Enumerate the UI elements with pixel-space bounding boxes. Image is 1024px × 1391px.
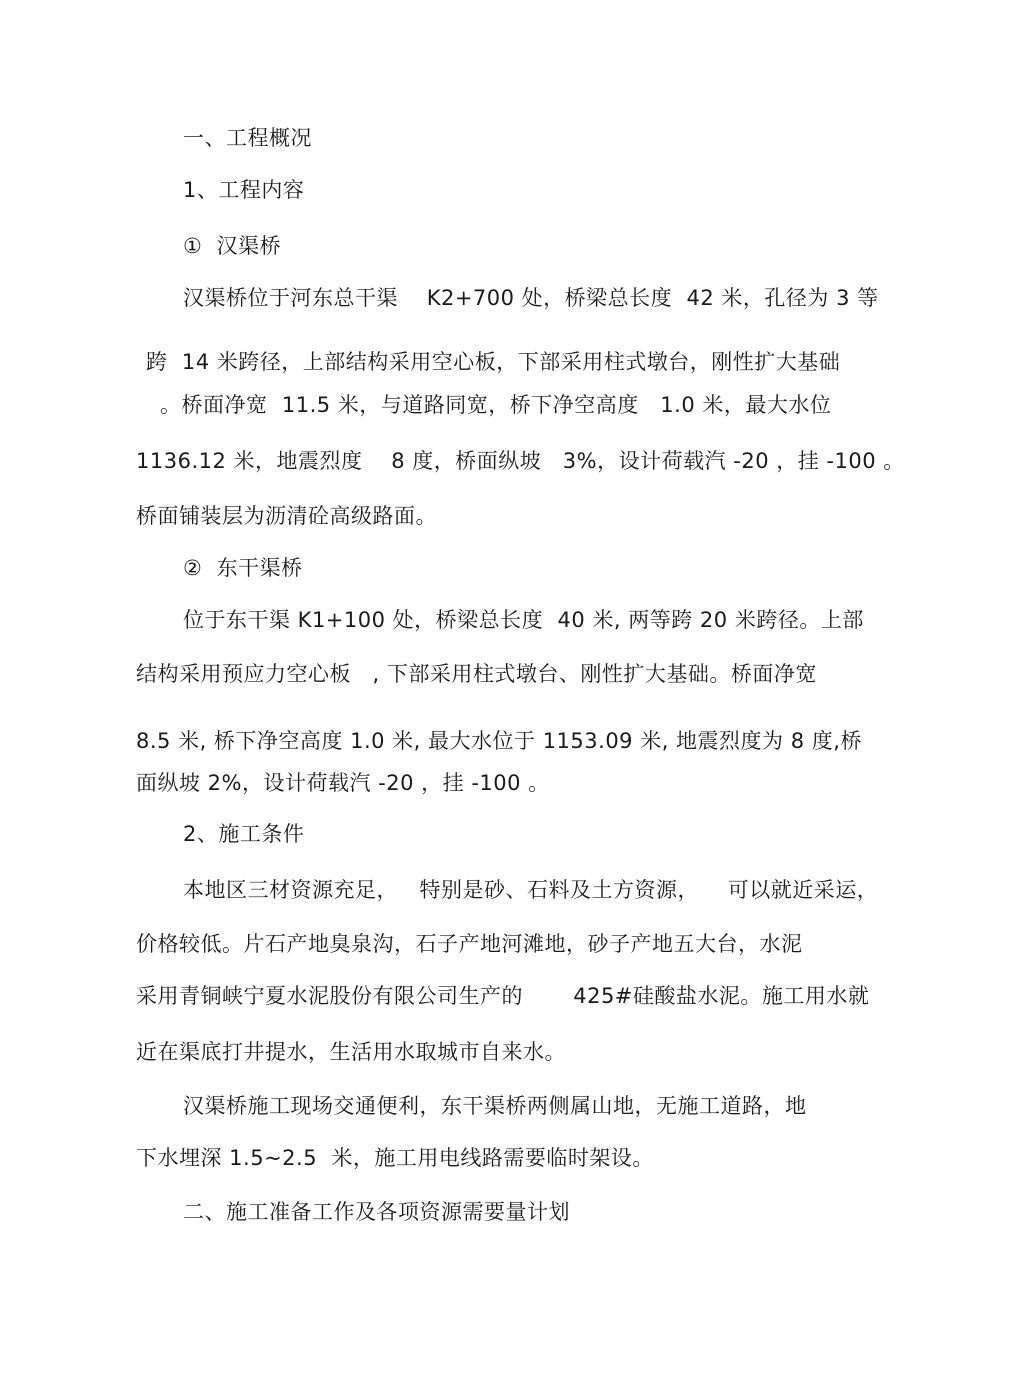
subsection-heading-1: 1、工程内容 <box>183 178 305 202</box>
paragraph-line: 桥面铺装层为沥清砼高级路面。 <box>136 504 437 528</box>
item-heading-donggan-bridge: ② 东干渠桥 <box>183 556 303 580</box>
paragraph-line: 汉渠桥位于河东总干渠 K2+700 处，桥梁总长度 42 米，孔径为 3 等 <box>183 286 879 310</box>
paragraph-line: 位于东干渠 K1+100 处，桥梁总长度 40 米, 两等跨 20 米跨径。上部 <box>183 608 864 632</box>
section-heading-2: 二、施工准备工作及各项资源需要量计划 <box>183 1200 570 1224</box>
item-heading-hanqu-bridge: ① 汉渠桥 <box>183 234 282 258</box>
paragraph-line: 8.5 米, 桥下净空高度 1.0 米, 最大水位于 1153.09 米, 地震烈度为 8 度,桥 <box>136 729 862 753</box>
paragraph-line: 1136.12 米，地震烈度 8 度，桥面纵坡 3%，设计荷载汽 -20 ，挂 -100 。 <box>136 449 905 473</box>
section-heading-1: 一、工程概况 <box>183 126 312 150</box>
paragraph-line: 。桥面净宽 11.5 米，与道路同宽，桥下净空高度 1.0 米，最大水位 <box>160 393 832 417</box>
paragraph-line: 近在渠底打井提水，生活用水取城市自来水。 <box>136 1040 566 1064</box>
paragraph-line: 本地区三材资源充足， 特别是砂、石料及土方资源， 可以就近采运， <box>183 878 879 902</box>
paragraph-line: 采用青铜峡宁夏水泥股份有限公司生产的 425#硅酸盐水泥。施工用水就 <box>136 984 870 1008</box>
paragraph-line: 下水埋深 1.5~2.5 米，施工用电线路需要临时架设。 <box>136 1146 654 1170</box>
subsection-heading-2: 2、施工条件 <box>183 822 305 846</box>
paragraph-line: 汉渠桥施工现场交通便利，东干渠桥两侧属山地，无施工道路，地 <box>183 1094 807 1118</box>
paragraph-line: 结构采用预应力空心板 , 下部采用柱式墩台、刚性扩大基础。桥面净宽 <box>136 662 817 686</box>
paragraph-line: 价格较低。片石产地臭泉沟，石子产地河滩地，砂子产地五大台，水泥 <box>136 932 803 956</box>
paragraph-line: 跨 14 米跨径，上部结构采用空心板，下部采用柱式墩台，刚性扩大基础 <box>146 350 841 374</box>
paragraph-line: 面纵坡 2%，设计荷载汽 -20 ，挂 -100 。 <box>136 771 550 795</box>
